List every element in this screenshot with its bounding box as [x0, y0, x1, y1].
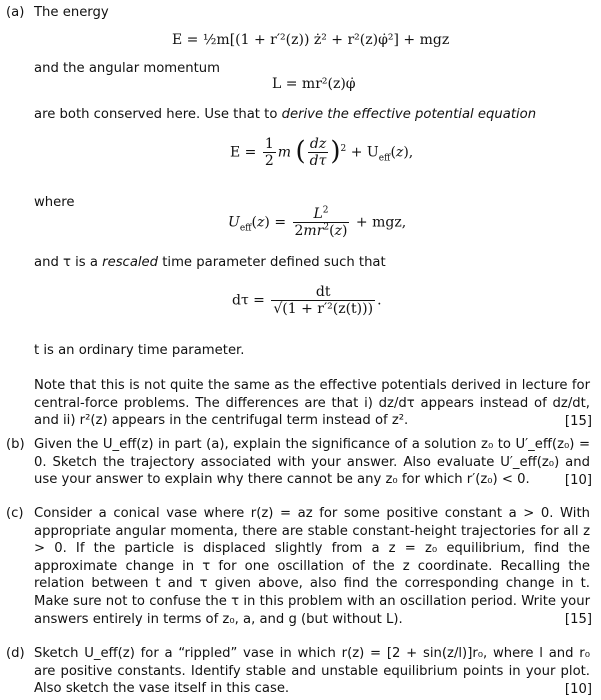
energy-equation: E = ½m[(1 + r′²(z)) ż² + r²(z)φ̇²] + mgz [172, 32, 450, 48]
tau-pre: and τ is a [34, 255, 98, 270]
tau-emphasis: rescaled [102, 255, 159, 270]
ueff-lhs: U [228, 214, 240, 231]
tau-post: time parameter defined such that [162, 255, 386, 270]
ueff-rhs: + mgz, [355, 214, 407, 231]
conserved-text [34, 106, 536, 124]
part-c-points: [15] [564, 612, 592, 627]
part-a-points: [15] [564, 414, 592, 429]
angular-momentum-equation: L = mr²(z)φ̇ [272, 76, 356, 92]
ueff-equation: $U_{eff}(z)$ = $\frac{L^2}{2mr^2(z)}$ + mgz, [228, 205, 407, 239]
part-c-label: (c) [6, 506, 24, 521]
part-d-label: (d) [6, 646, 25, 661]
part-b-points: [10] [564, 473, 592, 488]
part-c-text: Consider a conical vase where r(z) = az for some positive constant a > 0. With appropriate angular momenta, there are stable constant-height trajectories for all z > 0. If the particle is displaced slightly from a z = z₀ equilibrium, find the approximate change in τ for one oscillation of the z coordinate. Recalling the relation between t and τ given above, also find the corresponding change in t. Make sure not to confuse the τ in this problem with an oscillation period. Write your answers entirely in terms of z₀, a, and g (but without L). [34, 506, 590, 627]
eff-eq-rhs: + U [350, 144, 379, 161]
part-b-label: (b) [6, 437, 25, 452]
dtau-numerator: dt [271, 284, 375, 301]
eff-eq-lhs: E = [230, 144, 257, 161]
where-text: where [34, 195, 75, 210]
part-a-label: (a) [6, 5, 25, 20]
part-d-points: [10] [564, 682, 592, 697]
part-b-text: Given the U_eff(z) in part (a), explain the significance of a solution z₀ to U′_eff(z₀) = 0. Sketch the trajectory associated with your answer. Also evaluate U′_eff(z₀) and use your answer to explain why there cannot be any z₀ for which r′(z₀) < 0. [34, 437, 590, 488]
part-a-intro: The energy [34, 5, 109, 20]
tau-text [34, 254, 386, 272]
dtau-denominator: √(1 + r′²(z(t))) [273, 301, 374, 317]
dtau-equation: dτ = $\frac{dt}{\text{√(1 + r′²(z(t)))}}$ . [232, 284, 382, 317]
angular-momentum-text: and the angular momentum [34, 61, 220, 76]
part-a-note: Note that this is not quite the same as the effective potentials derived in lecture for central-force problems. The differences are that i) dz/dτ appears instead of dz/dt, and ii) r²(z) appears in the centrifugal term instead of z². [34, 378, 590, 429]
dtau-lhs: dτ = [232, 292, 265, 309]
conserved-emphasis: derive the effective potential equation [281, 107, 537, 122]
part-d-text: Sketch U_eff(z) for a “rippled” vase in which r(z) = [2 + sin(z/l)]r₀, where l and r₀ are positive constants. Identify stable and unstable equilibrium points in your plot. Also sketch the vase itself in this case. [34, 646, 590, 697]
conserved-pre: are both conserved here. Use that to [34, 107, 278, 122]
effective-energy-equation: E = $\frac{1}{2}$ m ( $\frac{dz}{d\tau}$ )$^2 + U_{eff}(z)$, [230, 136, 414, 169]
t-line: t is an ordinary time parameter. [34, 343, 245, 358]
